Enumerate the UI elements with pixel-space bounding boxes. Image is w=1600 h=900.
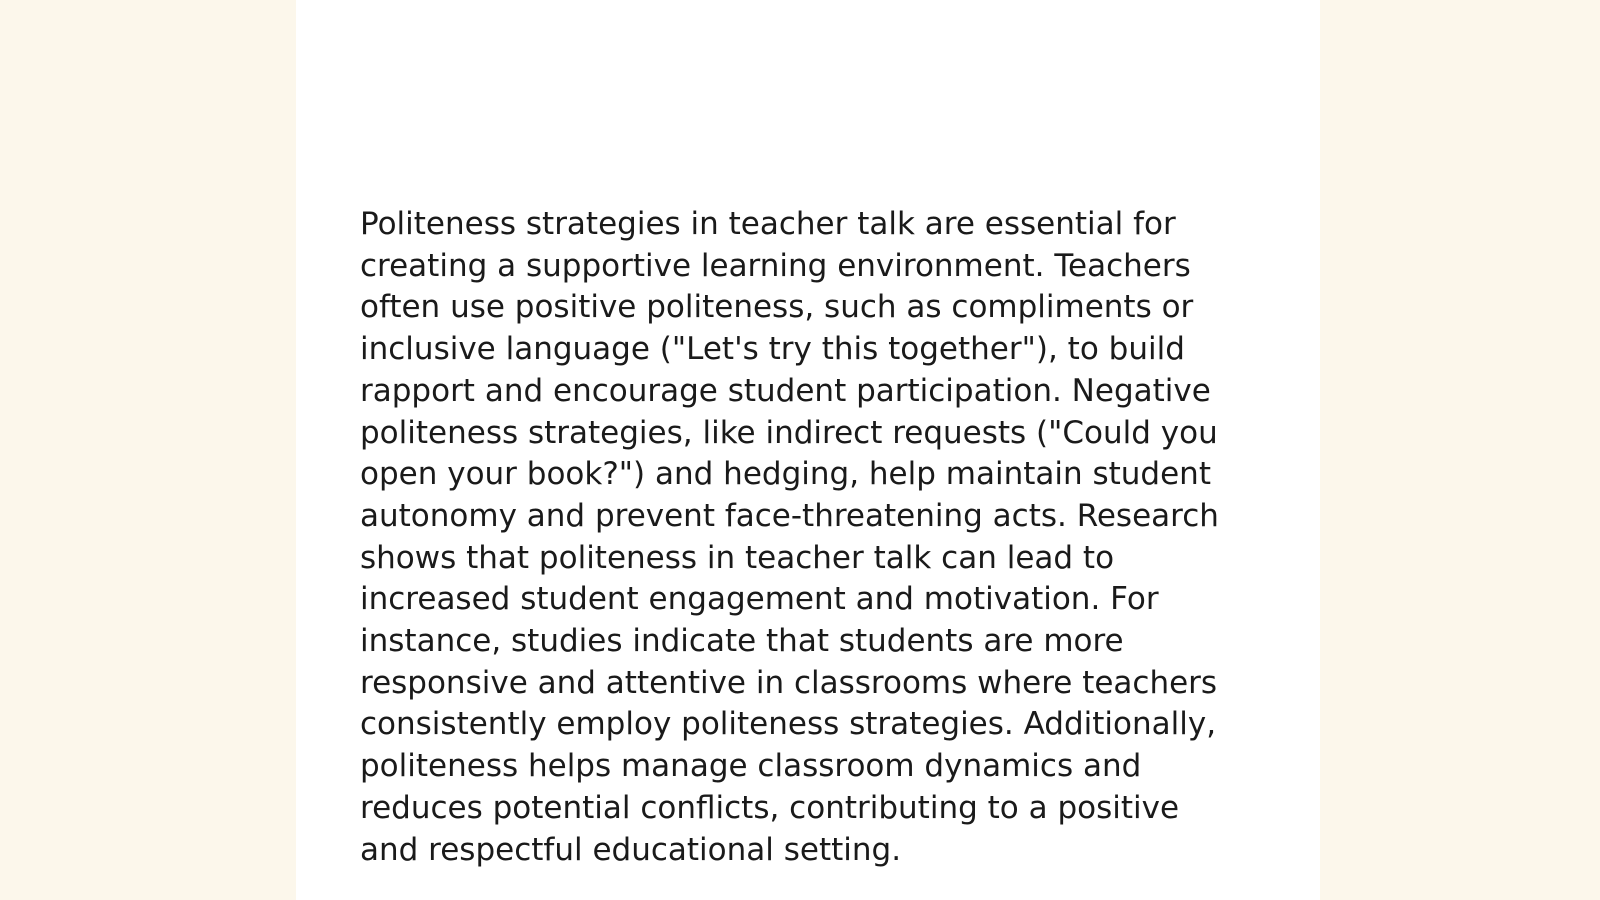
body-paragraph: Politeness strategies in teacher talk are essential for creating a supportive learning environment. Teachers often use positive politeness, such as compliments or inclusive language ("Let's try this together"), to build rapport and encourage student participation. Negative politeness strategies, like indirect requests ("Could you open your book?") and hedging, help maintain student autonomy and prevent face-threatening acts. Research shows that politeness in teacher talk can lead to increased student engagement and motivation. For instance, studies indicate that students are more responsive and attentive in classrooms where teachers consistently employ politeness strategies. Additionally, politeness helps manage classroom dynamics and reduces potential conflicts, contributing to a positive and respectful educational setting. xyxy=(360,206,1219,868)
document-page xyxy=(296,0,1320,900)
